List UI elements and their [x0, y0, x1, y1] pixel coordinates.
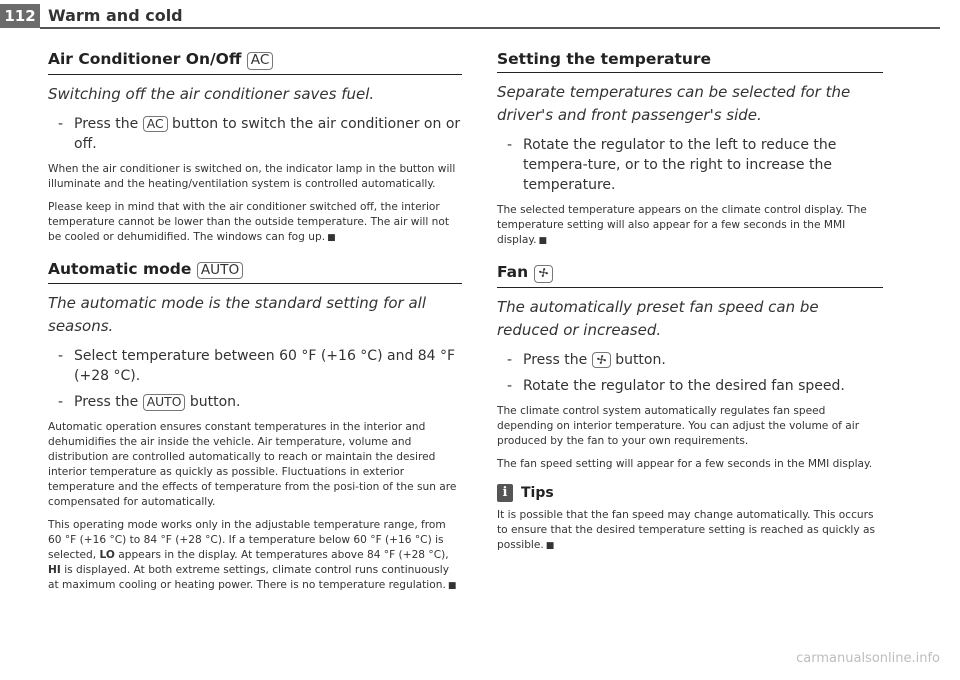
temperature-lead: Separate temperatures can be selected for the driver's and front passenger's side.	[497, 83, 851, 124]
end-mark-icon: ■	[545, 540, 555, 551]
temperature-paragraph: The selected temperature appears on the climate control display. The temperature setting will also appear for a few seconds in the MMI display. ■	[497, 204, 867, 246]
fan-section	[497, 263, 883, 472]
tips-header	[497, 484, 883, 502]
ac-key-inline: AC	[143, 116, 168, 132]
fan-lead: The automatically preset fan speed can be reduced or increased.	[497, 297, 819, 339]
auto-paragraph-1: Automatic operation ensures constant temperatures in the interior and dehumidifies the air inside the vehicle. Air temperature, volume and distribution are controlled automatically to reach or maintain the desired interior temperature as quickly as possible. Fluctuations in exterior temperature and the effects of temperature from the posi-tion of the sun are compensated for automatically.	[48, 421, 457, 509]
auto-key-inline: AUTO	[143, 394, 186, 410]
ac-steps	[48, 114, 462, 154]
fan-icon	[596, 354, 607, 365]
ac-section	[48, 50, 462, 246]
fan-steps	[497, 350, 883, 396]
end-mark-icon: ■	[538, 236, 547, 246]
fan-icon	[538, 267, 549, 278]
end-mark-icon: ■	[327, 232, 336, 243]
header-divider	[40, 27, 940, 29]
fan-paragraph-2: The fan speed setting will appear for a few seconds in the MMI display.	[497, 457, 873, 470]
page-header	[0, 0, 960, 32]
section-title: Warm and cold	[48, 6, 183, 25]
auto-heading: Automatic mode AUTO	[48, 260, 462, 285]
ac-paragraph-2: Please keep in mind that with the air conditioner switched off, the interior temperature cannot be lower than the outside temperature. The air will not be cooled or dehumidified. The windows can fog up. ■	[48, 200, 450, 243]
ac-key: AC	[247, 52, 274, 70]
tips-section	[497, 484, 883, 554]
tips-text: It is possible that the fan speed may change automatically. This occurs to ensure that the desired temperature setting is reached as quickly as possible. ■	[497, 508, 876, 551]
left-column	[48, 40, 462, 594]
auto-key: AUTO	[197, 262, 243, 280]
page-number: 112	[0, 4, 40, 28]
temperature-step: - Rotate the regulator to the left to reduce the tempera-ture, or to the right to increase the temperature.	[497, 135, 883, 195]
auto-step-2: - Press the AUTO button.	[48, 392, 462, 412]
fan-heading: Fan	[497, 263, 883, 288]
right-column	[497, 40, 883, 554]
auto-section	[48, 260, 462, 595]
tips-label: Tips	[521, 484, 554, 501]
auto-step-1: - Select temperature between 60 °F (+16 °C) and 84 °F (+28 °C).	[48, 346, 462, 386]
temperature-steps	[497, 135, 883, 195]
auto-lead: The automatic mode is the standard setting for all seasons.	[48, 294, 426, 336]
temperature-section	[497, 50, 883, 249]
fan-key	[534, 265, 553, 283]
watermark: carmanualsonline.info	[796, 651, 940, 666]
fan-paragraph-1: The climate control system automatically regulates fan speed depending on interior temperature. You can adjust the volume of air produced by the fan to your own requirements.	[497, 404, 860, 447]
fan-step-2: - Rotate the regulator to the desired fan speed.	[497, 376, 883, 396]
temperature-heading: Setting the temperature	[497, 50, 883, 73]
info-icon: i	[497, 484, 513, 502]
fan-step-1: - Press the button.	[497, 350, 883, 370]
ac-lead: Switching off the air conditioner saves fuel.	[48, 84, 375, 103]
auto-paragraph-2: This operating mode works only in the adjustable temperature range, from 60 °F (+16 °C) to 84 °F (+28 °C). If a temperature below 60 °F (+16 °C) is selected, LO appears in the display. At temperatures above 84 °F (+28 °C), HI is displayed. At both extreme settings, climate control runs continuously at maximum cooling or heating power. There is no temperature regulation. ■	[48, 519, 457, 592]
ac-step: - Press the AC button to switch the air conditioner on or off.	[48, 114, 462, 154]
fan-key-inline	[592, 352, 611, 368]
ac-paragraph-1: When the air conditioner is switched on, the indicator lamp in the button will illuminate and the heating/ventilation system is controlled automatically.	[48, 162, 456, 190]
ac-heading: Air Conditioner On/Off AC	[48, 50, 462, 75]
auto-steps	[48, 346, 462, 412]
end-mark-icon: ■	[447, 581, 457, 592]
